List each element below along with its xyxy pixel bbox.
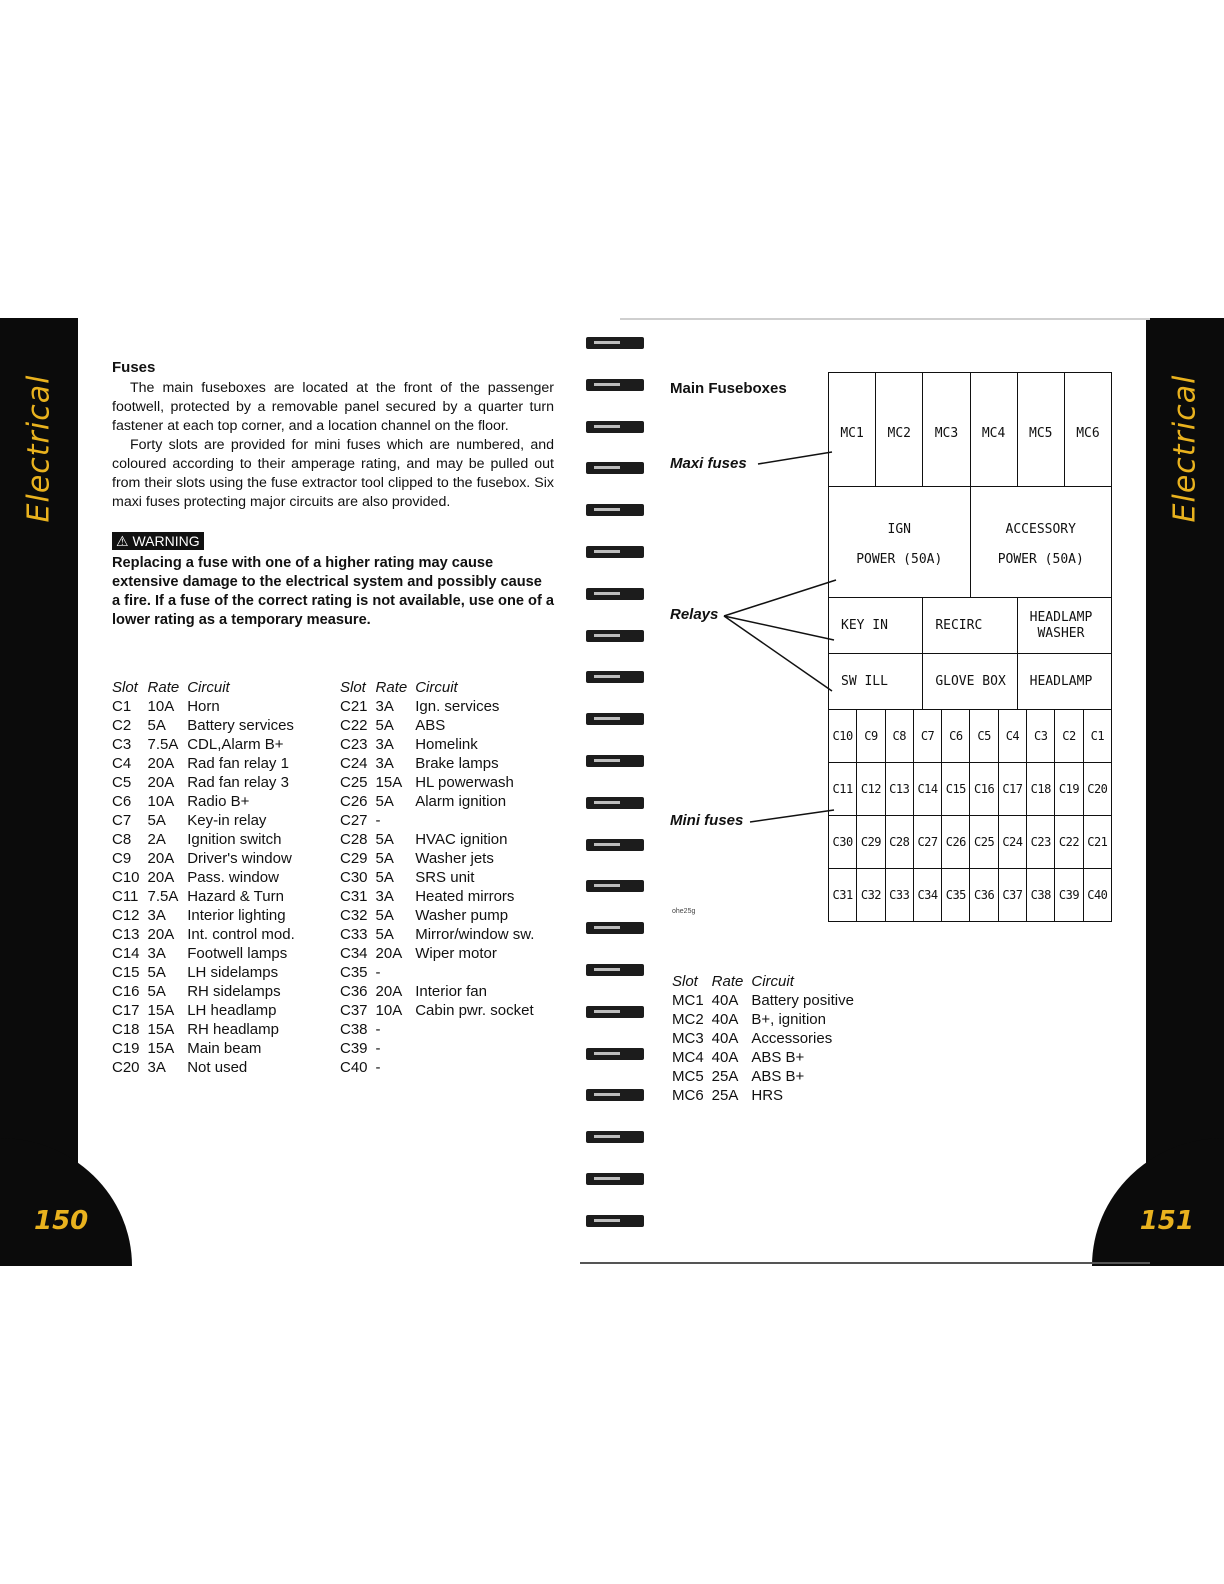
mini-fuse-slot: C20 <box>1083 763 1111 815</box>
fuse-rate: 40A <box>711 992 739 1009</box>
maxi-fuse-row <box>828 372 1112 487</box>
fuse-row <box>672 991 862 1010</box>
header-slot: Slot <box>672 973 698 990</box>
fuse-rate: 7.5A <box>147 736 179 753</box>
relay: KEY IN <box>841 617 888 633</box>
fuse-rate: 15A <box>375 774 403 791</box>
fuse-rate: 5A <box>147 717 166 734</box>
mini-fuse-slot: C35 <box>941 869 969 921</box>
warning-text: Replacing a fuse with one of a higher rating may cause extensive damage to the electrical system and possibly cause a fire. If a fuse of the correct rating is not available, use one of a lower rating as a temporary measure. <box>112 555 554 628</box>
mini-fuse-slot: C23 <box>1026 816 1054 868</box>
fuse-rate: 20A <box>147 774 175 791</box>
fuse-slot: C37 <box>340 1002 368 1019</box>
mini-fuse-slot: C17 <box>998 763 1026 815</box>
maxi-fuse-slot: MC6 <box>1064 373 1111 486</box>
mini-fuse-slot: C27 <box>913 816 941 868</box>
maxi-fuse-slot: MC5 <box>1017 373 1064 486</box>
fuse-circuit: Accessories <box>751 1030 833 1047</box>
fuse-circuit: Ignition switch <box>187 831 282 848</box>
fuse-rate: 5A <box>375 926 394 943</box>
header-rate: Rate <box>147 679 180 696</box>
fuse-rate: 3A <box>375 698 394 715</box>
fuse-slot: C35 <box>340 964 368 981</box>
fuse-slot: C14 <box>112 945 140 962</box>
fuse-rate: 20A <box>375 983 403 1000</box>
page-number-left: 150 <box>34 1206 89 1236</box>
fuse-slot: C2 <box>112 717 132 734</box>
fuse-circuit: HVAC ignition <box>415 831 508 848</box>
fuse-slot: C25 <box>340 774 368 791</box>
fuse-circuit: RH sidelamps <box>187 983 281 1000</box>
maxi-fuse-slot: MC4 <box>970 373 1017 486</box>
mini-fuse-slot: C28 <box>885 816 913 868</box>
mini-fuse-row-1 <box>828 710 1112 763</box>
fuse-circuit: Brake lamps <box>415 755 499 772</box>
mini-fuse-slot: C1 <box>1083 710 1111 762</box>
fuse-circuit: Washer jets <box>415 850 494 867</box>
mini-fuse-slot: C14 <box>913 763 941 815</box>
fuse-slot: C15 <box>112 964 140 981</box>
fuse-rate: 5A <box>375 907 394 924</box>
fuse-rate: 3A <box>147 1059 166 1076</box>
fuse-circuit: Key-in relay <box>187 812 267 829</box>
mini-fuse-slot: C29 <box>856 816 884 868</box>
fuse-circuit: Driver's window <box>187 850 292 867</box>
fuse-circuit: Wiper motor <box>415 945 497 962</box>
manual-spread <box>0 318 1224 1266</box>
fuse-rate: 5A <box>375 869 394 886</box>
figure-code: ohe25g <box>672 908 696 915</box>
fuse-circuit: Radio B+ <box>187 793 250 810</box>
mini-fuses-label: Mini fuses <box>670 812 744 829</box>
fuse-circuit: ABS <box>415 717 446 734</box>
fuse-rate: 15A <box>147 1040 175 1057</box>
fuse-rate: - <box>375 1059 381 1076</box>
fuse-rate: 20A <box>147 926 175 943</box>
fuse-circuit: Washer pump <box>415 907 509 924</box>
fuse-circuit: Interior fan <box>415 983 487 1000</box>
fuse-rate: - <box>375 1040 381 1057</box>
fuse-slot: C18 <box>112 1021 140 1038</box>
mini-fuse-slot: C37 <box>998 869 1026 921</box>
fuse-slot: C38 <box>340 1021 368 1038</box>
fuse-circuit: Mirror/window sw. <box>415 926 535 943</box>
fuse-circuit: ABS B+ <box>751 1049 805 1066</box>
fuse-slot: C31 <box>340 888 368 905</box>
fuse-slot: C1 <box>112 698 132 715</box>
fuse-slot: C8 <box>112 831 132 848</box>
fuse-slot: C10 <box>112 869 140 886</box>
fuse-circuit: Not used <box>187 1059 248 1076</box>
fuse-circuit: Rad fan relay 3 <box>187 774 289 791</box>
fuse-slot: C17 <box>112 1002 140 1019</box>
fuse-rate: - <box>375 812 381 829</box>
fuse-circuit: Battery services <box>187 717 294 734</box>
fuse-circuit: Pass. window <box>187 869 279 886</box>
relay-row-1 <box>828 598 1112 654</box>
fuse-circuit: Alarm ignition <box>415 793 507 810</box>
fuse-circuit: Homelink <box>415 736 478 753</box>
intro-paragraph-1: The main fuseboxes are located at the front of the passenger footwell, protected by a removable panel secured by a quarter turn fastener at each top corner, and a location channel on the floor. <box>112 380 554 434</box>
mini-fuse-slot: C19 <box>1054 763 1082 815</box>
header-circuit: Circuit <box>415 679 458 696</box>
fuse-slot: MC5 <box>672 1068 704 1085</box>
fuse-rate: 5A <box>375 717 394 734</box>
maxi-fuse-slot: MC1 <box>840 425 864 441</box>
fuse-slot: C21 <box>340 698 368 715</box>
mini-fuse-slot: C8 <box>885 710 913 762</box>
fuse-rate: 5A <box>147 964 166 981</box>
fuse-circuit: HRS <box>751 1087 784 1104</box>
maxi-fuse-table <box>672 972 862 1105</box>
fuse-rate: 5A <box>147 812 166 829</box>
fuse-rate: 15A <box>147 1021 175 1038</box>
fuse-slot: C24 <box>340 755 368 772</box>
fuse-slot: MC1 <box>672 992 704 1009</box>
fuse-rate: 20A <box>147 869 175 886</box>
fuse-circuit: RH headlamp <box>187 1021 279 1038</box>
fuse-rate: 20A <box>147 850 175 867</box>
mini-fuse-slot: C7 <box>913 710 941 762</box>
power-relay: ACCESSORY POWER (50A) <box>970 487 1112 597</box>
fuse-circuit: LH sidelamps <box>187 964 279 981</box>
fuse-circuit: SRS unit <box>415 869 475 886</box>
fuse-slot: C12 <box>112 907 140 924</box>
fuse-rate: 3A <box>147 907 166 924</box>
mini-fuse-slot: C33 <box>885 869 913 921</box>
mini-fuse-slot: C13 <box>885 763 913 815</box>
mini-fuse-slot: C36 <box>969 869 997 921</box>
fuse-slot: C20 <box>112 1059 140 1076</box>
fuse-rate: 10A <box>375 1002 403 1019</box>
mini-fuse-slot: C34 <box>913 869 941 921</box>
section-tab-right-label: Electrical <box>1167 374 1203 522</box>
fuse-slot: C9 <box>112 850 132 867</box>
fuse-circuit: Horn <box>187 698 220 715</box>
fuse-rate: 40A <box>711 1049 739 1066</box>
maxi-fuse-slot: MC2 <box>875 373 922 486</box>
mini-fuse-slot: C24 <box>998 816 1026 868</box>
relay: HEADLAMP <box>1017 654 1111 709</box>
relay: HEADLAMP WASHER <box>1017 598 1111 653</box>
fuse-circuit: LH headlamp <box>187 1002 277 1019</box>
relays-label: Relays <box>670 606 719 623</box>
fuse-circuit: Interior lighting <box>187 907 286 924</box>
fuse-slot: C3 <box>112 736 132 753</box>
fuse-rate: 3A <box>375 736 394 753</box>
mini-fuse-slot: C21 <box>1083 816 1111 868</box>
mini-fuse-slot: C25 <box>969 816 997 868</box>
warning-badge: ⚠ WARNING <box>112 532 204 550</box>
fuse-circuit: CDL,Alarm B+ <box>187 736 284 753</box>
fuse-slot: MC4 <box>672 1049 704 1066</box>
fuse-slot: C28 <box>340 831 368 848</box>
fuse-row <box>672 1029 862 1048</box>
intro-paragraph-2: Forty slots are provided for mini fuses which are numbered, and coloured according to their amperage rating, and may be pulled out from their slots using the fuse extractor tool clipped to the fusebox. Six maxi fuses protecting major circuits are also provided. <box>112 437 554 510</box>
header-circuit: Circuit <box>187 679 230 696</box>
fuse-slot: C26 <box>340 793 368 810</box>
maxi-fuses-label: Maxi fuses <box>670 455 747 472</box>
mini-fuse-slot: C15 <box>941 763 969 815</box>
fuse-circuit: Heated mirrors <box>415 888 515 905</box>
relay: RECIRC <box>922 598 1016 653</box>
relay-row-2 <box>828 654 1112 710</box>
mini-fuse-slot: C10 <box>832 729 853 743</box>
fuse-slot: C19 <box>112 1040 140 1057</box>
mini-fuse-slot: C32 <box>856 869 884 921</box>
fuse-slot: C6 <box>112 793 132 810</box>
fuse-rate: 40A <box>711 1030 739 1047</box>
fuse-slot: C33 <box>340 926 368 943</box>
fuse-circuit: Ign. services <box>415 698 500 715</box>
fuse-rate: 5A <box>147 983 166 1000</box>
fuse-rate: - <box>375 1021 381 1038</box>
mini-fuse-slot: C39 <box>1054 869 1082 921</box>
power-relay: IGN POWER (50A) <box>856 522 943 567</box>
fuse-circuit: Battery positive <box>751 992 854 1009</box>
fuse-slot: C7 <box>112 812 132 829</box>
fuse-circuit: Rad fan relay 1 <box>187 755 289 772</box>
fuse-rate: 5A <box>375 831 394 848</box>
header-slot: Slot <box>340 679 366 696</box>
fuse-slot: C5 <box>112 774 132 791</box>
fuse-circuit: Int. control mod. <box>187 926 295 943</box>
fuse-slot: C16 <box>112 983 140 1000</box>
fuse-slot: MC6 <box>672 1087 704 1104</box>
relay: GLOVE BOX <box>922 654 1016 709</box>
fuse-rate: 2A <box>147 831 166 848</box>
fuse-slot: MC2 <box>672 1011 704 1028</box>
mini-fuse-slot: C30 <box>832 835 853 849</box>
fuse-circuit: ABS B+ <box>751 1068 805 1085</box>
mini-fuse-slot: C38 <box>1026 869 1054 921</box>
fuse-rate: 25A <box>711 1068 739 1085</box>
fuse-slot: C32 <box>340 907 368 924</box>
fuse-rate: 15A <box>147 1002 175 1019</box>
mini-fuse-slot: C2 <box>1054 710 1082 762</box>
fuse-rate: 20A <box>375 945 403 962</box>
mini-fuse-slot: C16 <box>969 763 997 815</box>
fuse-circuit: Main beam <box>187 1040 262 1057</box>
fuse-slot: C40 <box>340 1059 368 1076</box>
mini-fuse-slot: C9 <box>856 710 884 762</box>
fusebox-diagram <box>828 372 1112 922</box>
mini-fuse-slot: C22 <box>1054 816 1082 868</box>
fuse-slot: C30 <box>340 869 368 886</box>
mini-fuse-row-2 <box>828 763 1112 816</box>
mini-fuse-slot: C6 <box>941 710 969 762</box>
mini-fuse-slot: C12 <box>856 763 884 815</box>
fuse-slot: C39 <box>340 1040 368 1057</box>
fuse-slot: C22 <box>340 717 368 734</box>
fuse-slot: C4 <box>112 755 132 772</box>
fuse-row <box>672 1086 862 1105</box>
header-circuit: Circuit <box>751 973 794 990</box>
fuse-rate: 25A <box>711 1087 739 1104</box>
header-rate: Rate <box>711 973 744 990</box>
diagram-title: Main Fuseboxes <box>670 380 787 397</box>
fuse-rate: 5A <box>375 793 394 810</box>
mini-fuse-slot: C11 <box>832 782 853 796</box>
fuse-circuit: B+, ignition <box>751 1011 826 1028</box>
fuse-rate: 10A <box>147 793 175 810</box>
fuse-slot: C34 <box>340 945 368 962</box>
fuse-rate: 3A <box>375 755 394 772</box>
maxi-fuse-slot: MC3 <box>922 373 969 486</box>
fuse-rate: 3A <box>375 888 394 905</box>
fuse-circuit: Hazard & Turn <box>187 888 284 905</box>
fuse-rate: 20A <box>147 755 175 772</box>
mini-fuse-slot: C18 <box>1026 763 1054 815</box>
fuse-slot: C11 <box>112 888 139 905</box>
fuse-circuit: Cabin pwr. socket <box>415 1002 534 1019</box>
fuse-rate: 40A <box>711 1011 739 1028</box>
header-rate: Rate <box>375 679 408 696</box>
mini-fuse-slot: C3 <box>1026 710 1054 762</box>
mini-fuse-slot: C4 <box>998 710 1026 762</box>
fuse-row <box>672 1067 862 1086</box>
fuse-slot: C13 <box>112 926 140 943</box>
fuse-row <box>672 1010 862 1029</box>
section-heading: Fuses <box>112 359 156 376</box>
mini-fuse-row-3 <box>828 816 1112 869</box>
fuse-slot: C29 <box>340 850 368 867</box>
mini-fuse-slot: C31 <box>832 888 853 902</box>
fuse-slot: C27 <box>340 812 368 829</box>
header-slot: Slot <box>112 679 138 696</box>
relay: SW ILL <box>841 673 888 689</box>
fuse-rate: 7.5A <box>147 888 179 905</box>
fuse-row <box>672 1048 862 1067</box>
fuse-rate: 10A <box>147 698 175 715</box>
fuse-circuit: HL powerwash <box>415 774 514 791</box>
page-number-right: 151 <box>1139 1206 1194 1236</box>
fuse-rate: 3A <box>147 945 166 962</box>
mini-fuse-row-4 <box>828 869 1112 922</box>
fuse-slot: C36 <box>340 983 368 1000</box>
power-relay-row <box>828 487 1112 598</box>
mini-fuse-slot: C26 <box>941 816 969 868</box>
fuse-circuit: Footwell lamps <box>187 945 288 962</box>
mini-fuse-slot: C40 <box>1083 869 1111 921</box>
section-tab-left-label: Electrical <box>21 374 57 522</box>
fuse-rate: - <box>375 964 381 981</box>
fuse-slot: MC3 <box>672 1030 704 1047</box>
fuse-rate: 5A <box>375 850 394 867</box>
fuse-slot: C23 <box>340 736 368 753</box>
mini-fuse-slot: C5 <box>969 710 997 762</box>
